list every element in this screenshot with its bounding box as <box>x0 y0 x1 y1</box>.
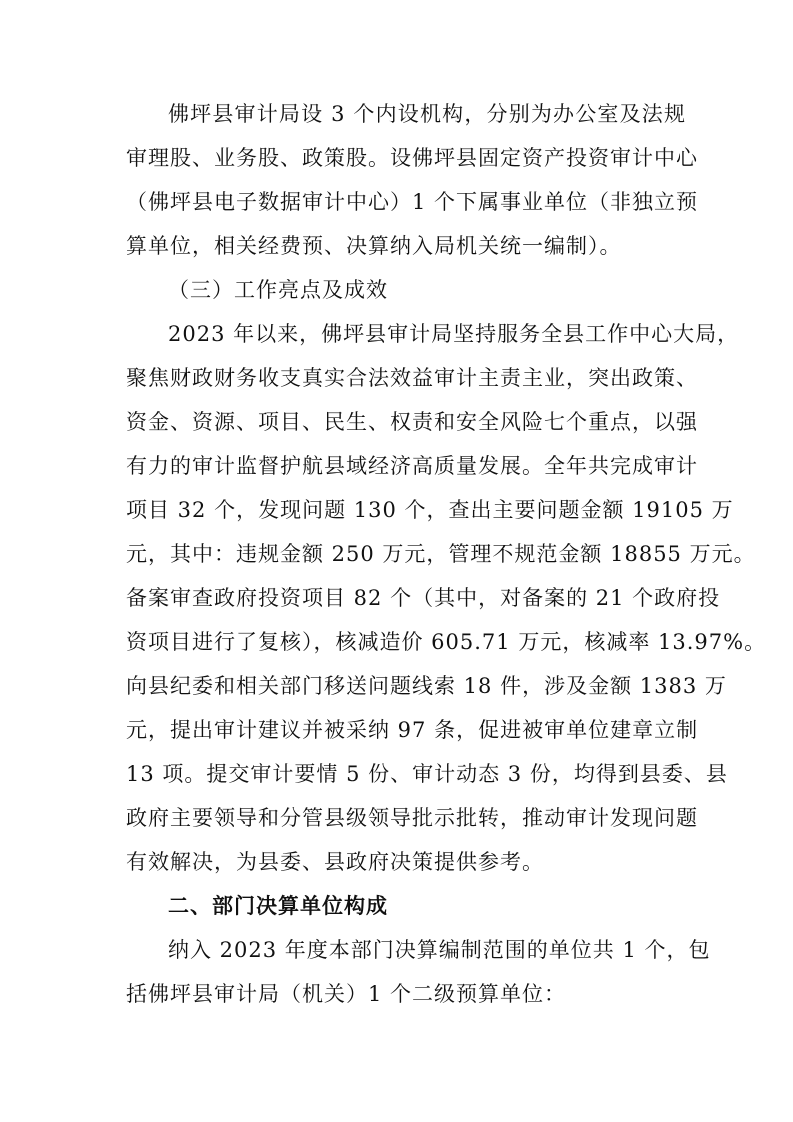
text-line: （佛坪县电子数据审计中心）1 个下属事业单位（非独立预 <box>126 190 699 214</box>
text-line: 13 项。提交审计要情 5 份、审计动态 3 份，均得到县委、县 <box>126 762 728 786</box>
text-line: 算单位，相关经费预、决算纳入局机关统一编制）。 <box>126 234 622 258</box>
text-line: 资项目进行了复核），核减造价 605.71 万元，核减率 13.97%。 <box>126 630 767 654</box>
text-line: 纳入 2023 年度本部门决算编制范围的单位共 1 个，包 <box>168 938 711 962</box>
text-line: 审理股、业务股、政策股。设佛坪县固定资产投资审计中心 <box>126 146 698 170</box>
text-line: 聚焦财政财务收支真实合法效益审计主责主业，突出政策、 <box>126 366 698 390</box>
text-line: 有效解决，为县委、县政府决策提供参考。 <box>126 850 544 874</box>
text-line: 2023 年以来，佛坪县审计局坚持服务全县工作中心大局， <box>168 322 740 346</box>
text-line: 政府主要领导和分管县级领导批示批转，推动审计发现问题 <box>126 806 698 830</box>
section-heading-2: 二、部门决算单位构成 <box>168 894 388 918</box>
text-line: 括佛坪县审计局（机关）1 个二级预算单位： <box>126 982 567 1006</box>
text-line: 元，提出审计建议并被采纳 97 条，促进被审单位建章立制 <box>126 718 699 742</box>
text-line: 资金、资源、项目、民生、权责和安全风险七个重点，以强 <box>126 410 698 434</box>
text-line: 向县纪委和相关部门移送问题线索 18 件，涉及金额 1383 万 <box>126 674 727 698</box>
text-line: 佛坪县审计局设 3 个内设机构，分别为办公室及法规 <box>168 102 686 126</box>
text-line: 元，其中：违规金额 250 万元，管理不规范金额 18855 万元。 <box>126 542 756 566</box>
text-line: 项目 32 个，发现问题 130 个，查出主要问题金额 19105 万 <box>126 498 734 522</box>
text-line: 备案审查政府投资项目 82 个（其中，对备案的 21 个政府投 <box>126 586 721 610</box>
section-heading-3: （三）工作亮点及成效 <box>168 278 388 302</box>
text-line: 有力的审计监督护航县域经济高质量发展。全年共完成审计 <box>126 454 698 478</box>
